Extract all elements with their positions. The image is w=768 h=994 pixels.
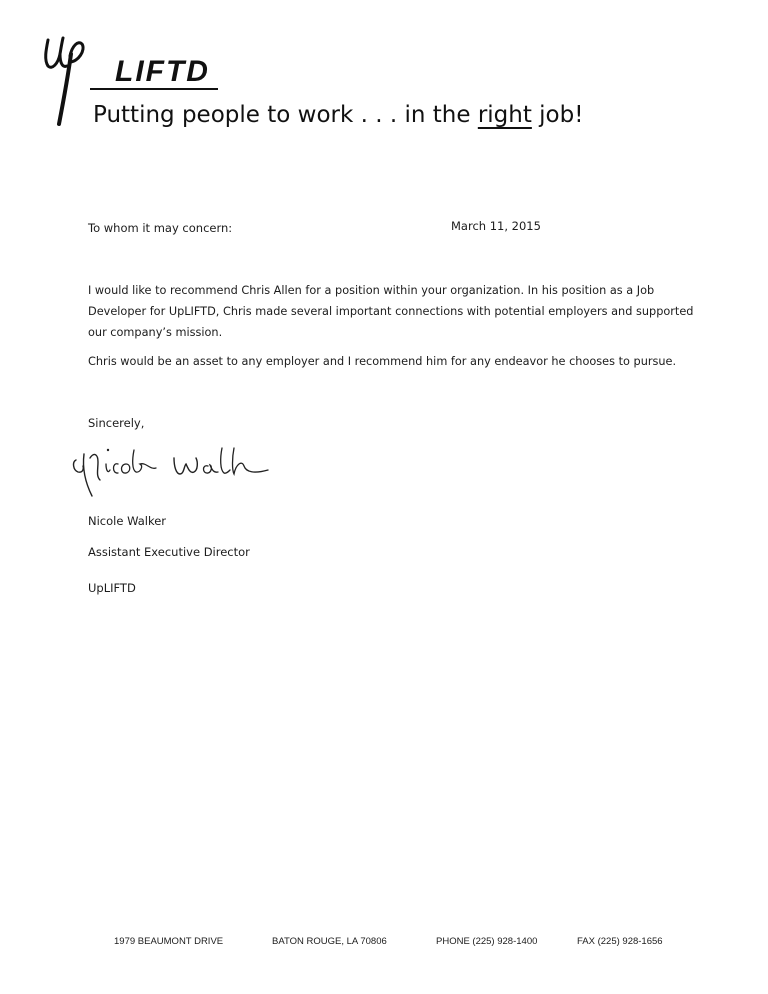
tagline-end: job! — [531, 102, 584, 128]
handwritten-signature — [70, 440, 280, 500]
footer-phone: PHONE (225) 928-1400 — [436, 936, 538, 947]
footer-fax: FAX (225) 928-1656 — [577, 936, 663, 947]
body-paragraph-2: Chris would be an asset to any employer and I recommend him for any endeavor he chooses to pursue. — [88, 355, 677, 368]
body-paragraph-1: I would like to recommend Chris Allen for a position within your organization. In his position as a Job Developer for UpLIFTD, Chris made several important connections with potential employers and supported our company’s mission. — [88, 284, 694, 339]
tagline — [93, 104, 583, 127]
brand-name: LIFTD — [115, 55, 210, 88]
signer-name: Nicole Walker — [88, 514, 167, 528]
salutation: To whom it may concern: — [88, 221, 233, 235]
footer-address: 1979 BEAUMONT DRIVE — [114, 936, 224, 947]
letterhead — [40, 26, 740, 136]
letter-date: March 11, 2015 — [451, 219, 541, 233]
footer-city: BATON ROUGE, LA 70806 — [272, 936, 387, 947]
closing: Sincerely, — [88, 416, 145, 430]
signer-organization: UpLIFTD — [88, 581, 136, 595]
tagline-emphasis: right — [477, 102, 532, 128]
tagline-start: Putting people to work . . . in the — [93, 102, 478, 128]
signer-title: Assistant Executive Director — [88, 545, 250, 559]
brand-underline — [90, 88, 218, 90]
